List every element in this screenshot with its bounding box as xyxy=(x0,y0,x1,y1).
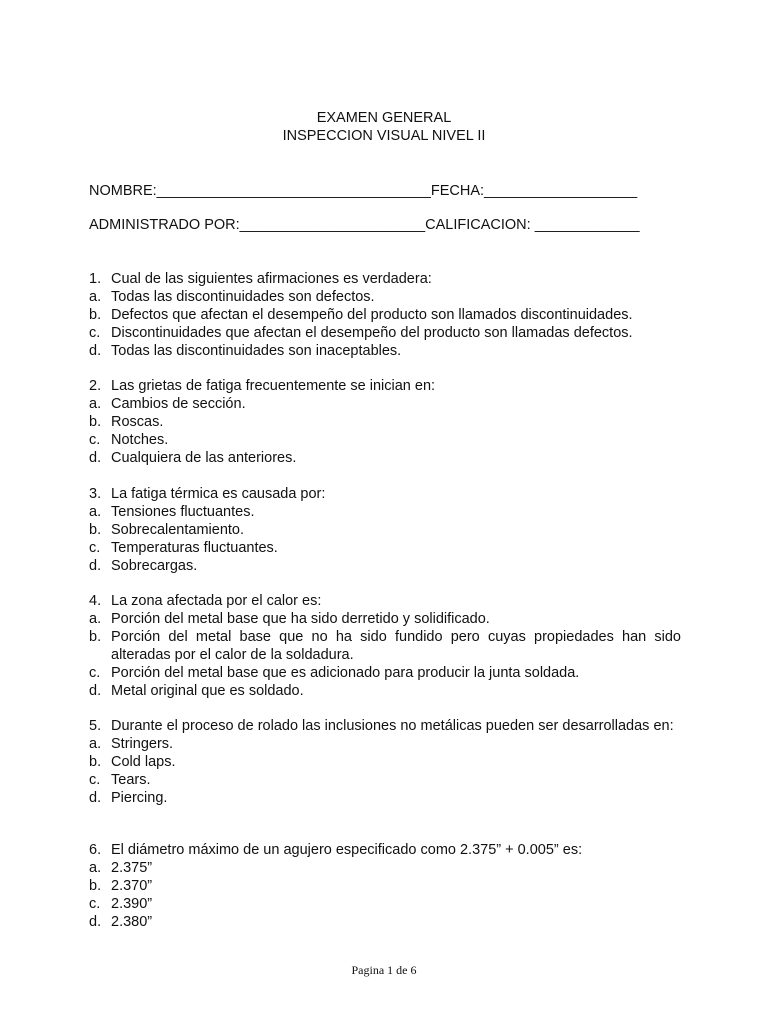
option-letter: c. xyxy=(89,540,101,556)
question-text: La fatiga térmica es causada por: xyxy=(111,486,326,502)
answer-option-c xyxy=(89,895,681,913)
administrator-grade-field-line: ADMINISTRADO POR:_______________________CALIFICACION: _____________ xyxy=(89,217,640,233)
answer-option-d xyxy=(89,913,681,931)
answer-option-d xyxy=(89,449,681,467)
option-letter: d. xyxy=(89,790,102,806)
option-text: Tears. xyxy=(111,772,151,788)
option-text: Defectos que afectan el desempeño del producto son llamados discontinuidades. xyxy=(111,307,633,323)
option-letter: b. xyxy=(89,878,102,894)
answer-option-d xyxy=(89,342,681,360)
option-letter: c. xyxy=(89,772,101,788)
question-number: 1. xyxy=(89,271,102,287)
answer-option-b xyxy=(89,877,681,895)
option-text: 2.380” xyxy=(111,914,153,930)
question-stem xyxy=(89,717,681,735)
answer-option-a xyxy=(89,503,681,521)
answer-option-a xyxy=(89,735,681,753)
question-stem xyxy=(89,270,681,288)
option-letter: b. xyxy=(89,307,102,323)
option-letter: d. xyxy=(89,450,102,466)
answer-option-d xyxy=(89,682,681,700)
question-number: 6. xyxy=(89,842,102,858)
option-text: Metal original que es soldado. xyxy=(111,683,304,699)
answer-option-a xyxy=(89,610,681,628)
answer-option-b xyxy=(89,753,681,771)
exam-subtitle: INSPECCION VISUAL NIVEL II xyxy=(282,128,486,144)
option-letter: c. xyxy=(89,665,101,681)
option-text: 2.375” xyxy=(111,860,153,876)
answer-option-c xyxy=(89,431,681,449)
option-text: Cambios de sección. xyxy=(111,396,246,412)
answer-option-c xyxy=(89,771,681,789)
option-text: Notches. xyxy=(111,432,169,448)
option-text: Todas las discontinuidades son inaceptables. xyxy=(111,343,402,359)
question-stem xyxy=(89,592,681,610)
option-letter: a. xyxy=(89,396,102,412)
question-number: 2. xyxy=(89,378,102,394)
answer-option-b xyxy=(89,521,681,539)
question-stem xyxy=(89,377,681,395)
question-text: Durante el proceso de rolado las inclusiones no metálicas pueden ser desarrolladas en: xyxy=(111,718,674,734)
option-letter: c. xyxy=(89,432,101,448)
answer-option-d xyxy=(89,557,681,575)
answer-option-d xyxy=(89,789,681,807)
answer-option-a xyxy=(89,859,681,877)
option-letter: d. xyxy=(89,914,102,930)
option-letter: b. xyxy=(89,414,102,430)
option-text: Stringers. xyxy=(111,736,174,752)
option-text: Cualquiera de las anteriores. xyxy=(111,450,297,466)
question-2 xyxy=(89,377,681,467)
question-text: Las grietas de fatiga frecuentemente se inician en: xyxy=(111,378,436,394)
option-letter: a. xyxy=(89,289,102,305)
question-stem xyxy=(89,841,681,859)
question-6 xyxy=(89,841,681,931)
question-3 xyxy=(89,485,681,575)
option-text: Roscas. xyxy=(111,414,164,430)
option-text: 2.390” xyxy=(111,896,153,912)
option-letter: b. xyxy=(89,754,102,770)
option-letter: a. xyxy=(89,860,102,876)
option-text: Todas las discontinuidades son defectos. xyxy=(111,289,375,305)
name-date-field-line: NOMBRE:__________________________________FECHA:___________________ xyxy=(89,183,638,199)
question-text: La zona afectada por el calor es: xyxy=(111,593,322,609)
option-text: Cold laps. xyxy=(111,754,176,770)
option-text: Porción del metal base que ha sido derretido y solidificado. xyxy=(111,611,490,627)
question-1 xyxy=(89,270,681,360)
answer-option-b xyxy=(89,628,681,664)
option-letter: a. xyxy=(89,736,102,752)
question-text: El diámetro máximo de un agujero especificado como 2.375” + 0.005” es: xyxy=(111,842,583,858)
question-text: Cual de las siguientes afirmaciones es verdadera: xyxy=(111,271,432,287)
question-5 xyxy=(89,717,681,807)
option-letter: a. xyxy=(89,504,102,520)
option-letter: c. xyxy=(89,896,101,912)
option-text: Tensiones fluctuantes. xyxy=(111,504,255,520)
option-letter: a. xyxy=(89,611,102,627)
question-number: 5. xyxy=(89,718,102,734)
option-letter: c. xyxy=(89,325,101,341)
question-number: 4. xyxy=(89,593,102,609)
answer-option-c xyxy=(89,324,681,342)
option-text: 2.370” xyxy=(111,878,153,894)
option-text: Piercing. xyxy=(111,790,168,806)
answer-option-b xyxy=(89,413,681,431)
option-letter: b. xyxy=(89,629,102,645)
page-number-footer: Pagina 1 de 6 xyxy=(351,963,417,977)
option-text: Sobrecargas. xyxy=(111,558,198,574)
question-stem xyxy=(89,485,681,503)
option-text: Sobrecalentamiento. xyxy=(111,522,244,538)
answer-option-c xyxy=(89,664,681,682)
option-letter: d. xyxy=(89,683,102,699)
option-text: Porción del metal base que es adicionado para producir la junta soldada. xyxy=(111,665,580,681)
answer-option-a xyxy=(89,288,681,306)
option-letter: b. xyxy=(89,522,102,538)
option-text: Porción del metal base que no ha sido fundido pero cuyas propiedades han sido alteradas por el calor de la soldadura. xyxy=(111,629,681,663)
answer-option-a xyxy=(89,395,681,413)
question-4 xyxy=(89,592,681,700)
option-letter: d. xyxy=(89,343,102,359)
exam-title: EXAMEN GENERAL xyxy=(316,110,452,126)
answer-option-b xyxy=(89,306,681,324)
option-text: Temperaturas fluctuantes. xyxy=(111,540,278,556)
option-text: Discontinuidades que afectan el desempeño del producto son llamadas defectos. xyxy=(111,325,633,341)
option-letter: d. xyxy=(89,558,102,574)
question-number: 3. xyxy=(89,486,102,502)
answer-option-c xyxy=(89,539,681,557)
